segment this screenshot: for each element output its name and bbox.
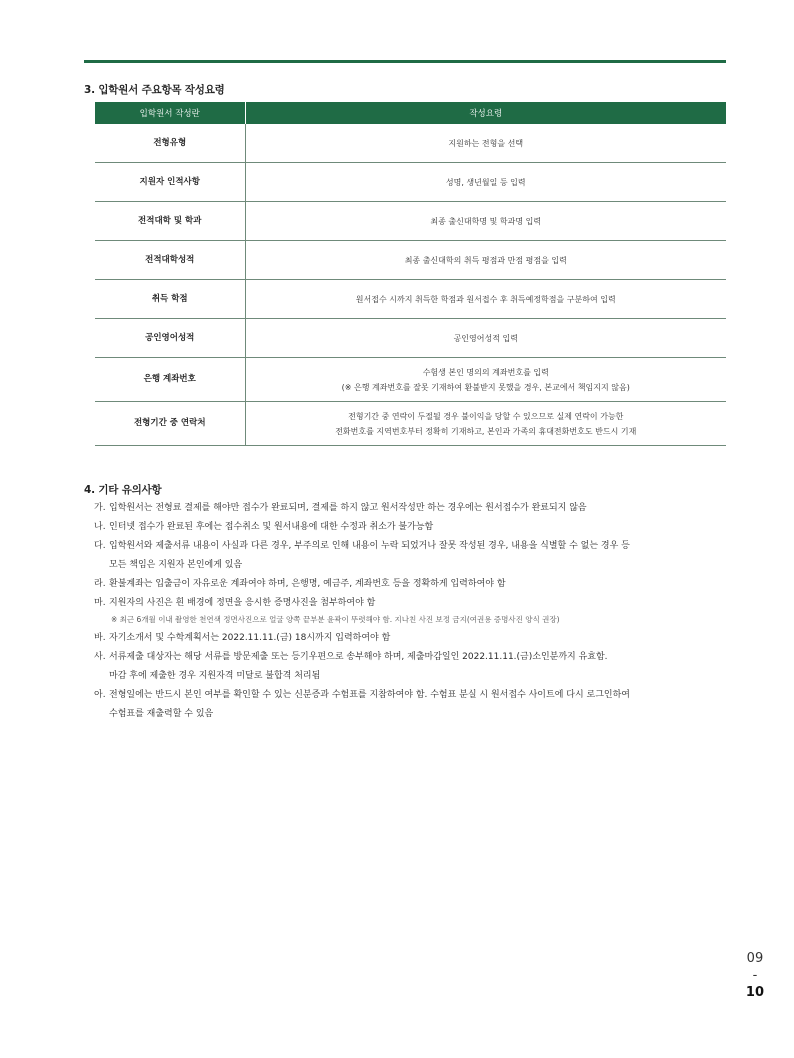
row-field: 은행 계좌번호 xyxy=(95,358,245,402)
row-guide-line: (※ 은행 계좌번호를 잘못 기재하여 환불받지 못했을 경우, 본교에서 책임지지 않음) xyxy=(341,382,630,392)
row-guide xyxy=(245,358,726,402)
table-row xyxy=(95,202,726,241)
guide-table xyxy=(95,102,726,446)
row-guide-line: 전화번호를 지역번호부터 정확히 기재하고, 본인과 가족의 휴대전화번호도 반드시 기재 xyxy=(335,426,637,436)
item-footnote: ※ 최근 6개월 이내 촬영한 천연색 정면사진으로 얼굴 양쪽 끝부분 윤곽이 뚜렷해야 함. 지나친 사진 보정 금지(여권용 증명사진 양식 권장) xyxy=(111,615,560,624)
page-number-right: 10 xyxy=(745,985,764,1000)
page-number-left: 09 xyxy=(746,951,764,966)
row-field: 취득 학점 xyxy=(95,280,245,319)
row-field: 전적대학성적 xyxy=(95,241,245,280)
item-marker: 다. xyxy=(94,541,106,551)
row-field: 지원자 인적사항 xyxy=(95,163,245,202)
item-marker: 라. xyxy=(94,579,106,589)
table-row xyxy=(95,124,726,163)
table-row xyxy=(95,280,726,319)
table-row xyxy=(95,163,726,202)
item-text: 서류제출 대상자는 해당 서류를 방문제출 또는 등기우편으로 송부해야 하며, 제출마감일인 2022.11.11.(금)소인분까지 유효함. xyxy=(109,652,608,662)
item-marker: 아. xyxy=(94,690,106,700)
item-continuation: 마감 후에 제출한 경우 지원자격 미달로 불합격 처리됨 xyxy=(109,671,321,681)
page-number-separator: - xyxy=(752,968,758,983)
row-guide: 최종 출신대학의 취득 평점과 만점 평점을 입력 xyxy=(245,241,726,280)
row-guide: 원서접수 시까지 취득한 학점과 원서접수 후 취득예정학점을 구분하여 입력 xyxy=(245,280,726,319)
guide-table-header xyxy=(95,102,726,124)
list-item xyxy=(94,648,734,686)
item-marker: 마. xyxy=(94,598,106,608)
list-item xyxy=(94,575,734,594)
header-guide: 작성요령 xyxy=(245,102,726,124)
row-guide: 지원하는 전형을 선택 xyxy=(245,124,726,163)
row-guide: 성명, 생년월일 등 입력 xyxy=(245,163,726,202)
row-field: 전적대학 및 학과 xyxy=(95,202,245,241)
header-field: 입학원서 작성란 xyxy=(95,102,245,124)
row-field: 공인영어성적 xyxy=(95,319,245,358)
item-marker: 나. xyxy=(94,522,106,532)
row-guide xyxy=(245,402,726,446)
list-item xyxy=(94,629,734,648)
section-4-title: 4. 기타 유의사항 xyxy=(84,484,162,496)
row-field: 전형유형 xyxy=(95,124,245,163)
row-guide-line: 수험생 본인 명의의 계좌번호를 입력 xyxy=(422,367,549,377)
item-continuation: 수험표를 재출력할 수 있음 xyxy=(109,709,214,719)
row-guide: 최종 출신대학명 및 학과명 입력 xyxy=(245,202,726,241)
item-text: 인터넷 접수가 완료된 후에는 접수취소 및 원서내용에 대한 수정과 취소가 불가능함 xyxy=(109,522,434,532)
notes-list xyxy=(94,499,734,724)
item-text: 전형일에는 반드시 본인 여부를 확인할 수 있는 신분증과 수험표를 지참하여야 함. 수험표 분실 시 원서접수 사이트에 다시 로그인하여 xyxy=(109,690,630,700)
row-guide-line: 전형기간 중 연락이 두절될 경우 불이익을 당할 수 있으므로 실제 연락이 가능한 xyxy=(348,411,624,421)
list-item xyxy=(94,686,734,724)
page-number xyxy=(746,950,764,1001)
list-item xyxy=(94,594,734,627)
table-row xyxy=(95,241,726,280)
item-text: 환불계좌는 입출금이 자유로운 계좌여야 하며, 은행명, 예금주, 계좌번호 등을 정확하게 입력하여야 함 xyxy=(109,579,506,589)
table-row xyxy=(95,358,726,402)
row-field: 전형기간 중 연락처 xyxy=(95,402,245,446)
list-item xyxy=(94,537,734,575)
item-text: 지원자의 사진은 흰 배경에 정면을 응시한 증명사진을 첨부하여야 함 xyxy=(109,598,376,608)
table-row xyxy=(95,402,726,446)
item-marker: 바. xyxy=(94,633,106,643)
item-text: 자기소개서 및 수학계획서는 2022.11.11.(금) 18시까지 입력하여야 함 xyxy=(109,633,391,643)
top-rule xyxy=(84,60,726,63)
section-3-title: 3. 입학원서 주요항목 작성요령 xyxy=(84,84,225,96)
item-text: 입학원서와 제출서류 내용이 사실과 다른 경우, 부주의로 인해 내용이 누락 되었거나 잘못 작성된 경우, 내용을 식별할 수 없는 경우 등 xyxy=(109,541,630,551)
list-item xyxy=(94,499,734,518)
item-marker: 사. xyxy=(94,652,106,662)
item-text: 입학원서는 전형료 결제를 해야만 접수가 완료되며, 결제를 하지 않고 원서작성만 하는 경우에는 원서접수가 완료되지 않음 xyxy=(109,503,587,513)
table-row xyxy=(95,319,726,358)
item-marker: 가. xyxy=(94,503,106,513)
list-item xyxy=(94,518,734,537)
row-guide: 공인영어성적 입력 xyxy=(245,319,726,358)
item-continuation: 모든 책임은 지원자 본인에게 있음 xyxy=(109,560,243,570)
